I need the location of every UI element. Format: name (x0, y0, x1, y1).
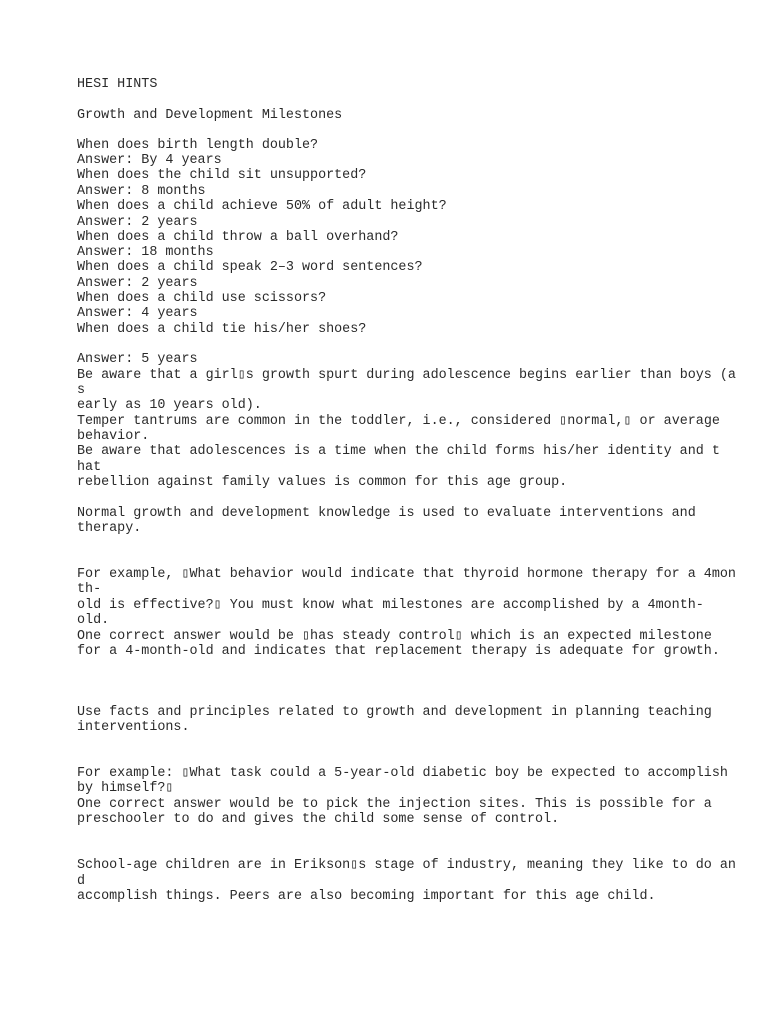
text-line: th- (77, 582, 102, 597)
text-line: When does a child achieve 50% of adult height? (77, 199, 447, 214)
text-line: Answer: 4 years (77, 306, 198, 321)
text-line: d (77, 874, 86, 889)
text-line: Answer: 5 years (77, 352, 198, 367)
text-line: For example, ▯What behavior would indicate that thyroid hormone therapy for a 4mon (77, 567, 736, 582)
document-title: HESI HINTS (77, 77, 158, 92)
section-heading: Growth and Development Milestones (77, 108, 343, 123)
text-line: Answer: 8 months (77, 184, 206, 199)
text-line: old is effective?▯ You must know what milestones are accomplished by a 4month- (77, 598, 704, 613)
text-line: When does a child use scissors? (77, 291, 327, 306)
text-line: by himself?▯ (77, 781, 174, 796)
text-line: therapy. (77, 521, 142, 536)
text-line: When does a child tie his/her shoes? (77, 322, 367, 337)
text-line: Normal growth and development knowledge is used to evaluate interventions and (77, 506, 696, 521)
text-line: Use facts and principles related to growth and development in planning teaching (77, 705, 712, 720)
text-line: behavior. (77, 429, 150, 444)
text-line: When does birth length double? (77, 138, 319, 153)
text-line: rebellion against family values is common for this age group. (77, 475, 568, 490)
text-line: Answer: 2 years (77, 215, 198, 230)
text-line: hat (77, 460, 102, 475)
text-line: Answer: 2 years (77, 276, 198, 291)
text-line: accomplish things. Peers are also becoming important for this age child. (77, 889, 656, 904)
text-line: old. (77, 613, 110, 628)
text-line: preschooler to do and gives the child some sense of control. (77, 812, 560, 827)
text-line: Answer: By 4 years (77, 153, 222, 168)
text-line: School-age children are in Erikson▯s stage of industry, meaning they like to do an (77, 858, 736, 873)
text-line: Be aware that adolescences is a time when the child forms his/her identity and t (77, 444, 720, 459)
text-line: When does the child sit unsupported? (77, 168, 367, 183)
text-line: s (77, 383, 86, 398)
text-line: Be aware that a girl▯s growth spurt during adolescence begins earlier than boys (a (77, 368, 736, 383)
text-line: One correct answer would be to pick the injection sites. This is possible for a (77, 797, 712, 812)
text-line: Answer: 18 months (77, 245, 214, 260)
text-line: early as 10 years old). (77, 398, 262, 413)
text-line: For example: ▯What task could a 5-year-old diabetic boy be expected to accomplish (77, 766, 728, 781)
text-line: When does a child throw a ball overhand? (77, 230, 399, 245)
text-line: Temper tantrums are common in the toddler, i.e., considered ▯normal,▯ or average (77, 414, 720, 429)
text-line: When does a child speak 2–3 word sentences? (77, 260, 423, 275)
text-line: for a 4-month-old and indicates that replacement therapy is adequate for growth. (77, 644, 720, 659)
text-line: One correct answer would be ▯has steady control▯ which is an expected milestone (77, 629, 712, 644)
text-line: interventions. (77, 720, 190, 735)
